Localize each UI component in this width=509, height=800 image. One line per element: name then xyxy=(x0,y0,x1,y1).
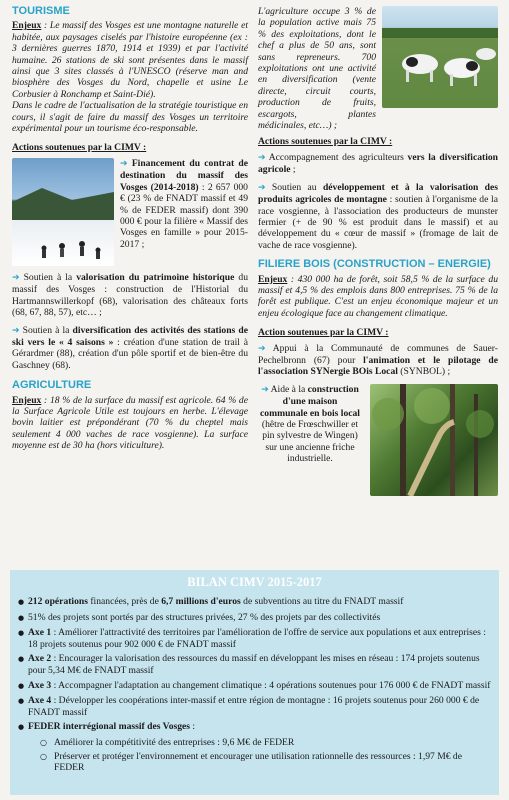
tourisme-action-3 xyxy=(12,325,248,372)
enjeux-label: Enjeux xyxy=(12,394,42,406)
bullet-icon: ● xyxy=(18,655,25,664)
agriculture-top-row xyxy=(258,6,498,131)
bilan-item-text xyxy=(28,695,493,718)
bilan-title: BILAN CIMV 2015-2017 xyxy=(187,575,322,589)
cows-illustration xyxy=(382,6,498,108)
bilan-item-bold: Axe 4 xyxy=(28,695,52,707)
bilan-item xyxy=(18,653,493,676)
action-2-pre: Soutien à la xyxy=(23,271,77,283)
ski-scene-illustration xyxy=(12,158,114,266)
bilan-item-bold: Axe 2 xyxy=(28,653,52,665)
arrow-right-icon: ➔ xyxy=(12,272,20,283)
action-1-bold: Financement du contrat de destination du massif des Vosges (2014-2018) xyxy=(120,157,248,193)
bilan-sublist xyxy=(10,737,499,774)
agriculture-actions-heading xyxy=(258,136,498,147)
action-2-text: : soutien à l'organisme de la race vosgienne, à l'association des producteurs de munster fermier (+ de 90 % est produit dans le massif) et au développement du « cœur de massif » (fromage de lait de vache de race vosgienne). xyxy=(258,194,498,251)
action-1-pre: Appui à la Communauté de communes de Sauer-Pechelbronn (67) pour xyxy=(258,342,498,366)
action-1-text: (SYNBOL) ; xyxy=(397,366,451,378)
bilan-item-bold: 212 opérations xyxy=(28,596,88,607)
bilan-item xyxy=(18,612,493,625)
bois-action-2-row xyxy=(258,384,498,496)
actions-label: Actions soutenues par la CIMV xyxy=(12,142,141,154)
tourisme-enjeux xyxy=(12,20,248,100)
enjeux-label: Enjeux xyxy=(12,20,42,32)
ski-photo xyxy=(12,158,114,266)
bois-action-1 xyxy=(258,343,498,378)
bilan-item-text-part: : Développer les coopérations inter-massif et entre région de montagne : 16 projets soutenus pour 260 000 € de FNADT massif xyxy=(28,695,480,718)
bilan-sub-item xyxy=(40,751,493,774)
tourisme-action-1 xyxy=(120,158,248,266)
action-2-text: (hêtre de Frœschwiller et pin sylvestre de Wingen) sur une ancienne friche industrielle. xyxy=(261,419,359,465)
right-column xyxy=(258,6,498,496)
enjeux-text: : 18 % de la surface du massif est agricole. 64 % de la Surface Agricole Utile est toujours en herbe. L'élevage bovin laitier est prépondérant (70 % du cheptel mais seulement 4 000 vaches de race vosgienne). La surface moyenne est de 30 ha (hors viticulture). xyxy=(12,394,248,452)
bullet-icon: ● xyxy=(18,613,25,622)
agriculture-text: L'agriculture occupe 3 % de la population active mais 75 % des exploitations, dont le chef a plus de 50 ans, sont sans repreneurs. 700 exploitations ont une activité en diversification (vente directe, circuit courts, production de fruits, escargots, plantes médicinales, etc…) ; xyxy=(258,6,376,132)
actions-colon: : xyxy=(382,327,389,339)
bilan-item xyxy=(18,721,493,734)
action-2-bold: valorisation du patrimoine historique xyxy=(76,271,235,283)
arrow-right-icon: ➔ xyxy=(258,182,266,193)
cows-photo xyxy=(382,6,498,108)
bilan-item-text xyxy=(28,612,380,625)
action-1-bold: l'animation et le pilotage de l'association SYNergie BOis Local xyxy=(258,354,498,378)
forest-photo xyxy=(370,384,498,496)
action-3-pre: Soutien à la xyxy=(22,324,73,336)
enjeux-text: : Le massif des Vosges est une montagne naturelle et habitée, aux paysages ciselés par l'histoire européenne (ex : 3 dernières guerres 1870, 1914 et 1939) et par l'activité humaine. 26 stations de ski sont présentes dans le massif ainsi que 3 sites classés à l'UNESCO (réserve man and biosphère des Vosges du Nord, chapelle et usine Le Corbusier à Ronchamp et Saint-Dié). xyxy=(12,20,248,100)
action-1-text: ; xyxy=(290,164,296,176)
tourisme-enjeux-2: Dans le cadre de l'actualisation de la stratégie touristique en cours, il s'agit de faire du massif des Vosges un territoire expérimental pour un tourisme éco-responsable. xyxy=(12,100,248,135)
arrow-right-icon: ➔ xyxy=(12,325,20,336)
agriculture-action-2 xyxy=(258,182,498,251)
tourisme-actions-heading xyxy=(12,142,248,153)
bilan-item-text xyxy=(28,596,403,609)
bilan-item-text-part: financées, près de xyxy=(87,596,162,607)
bilan-box xyxy=(10,570,499,795)
bilan-item xyxy=(18,596,493,609)
agriculture-enjeux xyxy=(12,395,248,452)
left-column xyxy=(12,6,248,452)
action-1-pre: Accompagnement des agriculteurs xyxy=(268,151,408,163)
bilan-item-bold: Axe 3 xyxy=(28,679,52,691)
bilan-list xyxy=(10,596,499,734)
bilan-sub-item-text: Améliorer la compétitivité des entreprises : 9,6 M€ de FEDER xyxy=(54,736,295,748)
bois-action-2 xyxy=(258,384,362,496)
actions-colon: : xyxy=(386,136,393,148)
actions-label: Action soutenues par la CIMV xyxy=(258,327,383,339)
tourisme-action-2 xyxy=(12,272,248,319)
action-3-text: : création d'une station de trail à Gérardmer (88), création d'un pôle sportif et de bien-être du Gaschney (68). xyxy=(12,336,248,371)
bilan-sub-item-text: Préserver et protéger l'environnement et encourager une utilisation rationnelle des ressources : 1,97 M€ de FEDER xyxy=(54,750,462,774)
arrow-right-icon: ➔ xyxy=(261,384,269,395)
bilan-item-text xyxy=(28,680,491,693)
bullet-icon: ● xyxy=(18,598,25,606)
bilan-item-text xyxy=(28,653,493,676)
tourisme-action-1-row xyxy=(12,158,248,266)
bullet-icon: ● xyxy=(18,723,25,732)
bilan-item-text xyxy=(28,721,195,734)
bullet-icon: ● xyxy=(18,681,25,690)
bilan-item xyxy=(18,627,493,650)
agriculture-action-1 xyxy=(258,152,498,176)
circle-bullet-icon: ○ xyxy=(40,737,47,747)
enjeux-label: Enjeux xyxy=(258,273,288,285)
actions-label: Actions soutenues par la CIMV xyxy=(258,136,387,148)
action-2-pre: Aide à la xyxy=(270,383,308,395)
bois-actions-heading xyxy=(258,327,498,338)
bullet-icon: ● xyxy=(18,629,25,638)
tourisme-heading: TOURISME xyxy=(12,5,70,17)
arrow-right-icon: ➔ xyxy=(258,343,266,354)
action-2-bold: développement et à la valorisation des produits agricoles de montagne xyxy=(258,181,498,206)
bullet-icon: ● xyxy=(18,697,25,706)
action-2-pre: Soutien au xyxy=(271,181,323,193)
bilan-item-bold-2: 6,7 millions d'euros xyxy=(161,596,241,607)
bilan-item-text-part: : Encourager la valorisation des ressources du massif en développant les mises en réseau : 174 projets soutenus pour 5,34 M€ de FNADT massif xyxy=(28,653,480,676)
action-3-bold: diversification des activités des stations de ski vers le « 4 saisons » xyxy=(12,324,248,348)
arrow-right-icon: ➔ xyxy=(120,158,128,169)
bilan-item-bold: Axe 1 xyxy=(28,627,52,639)
bilan-item-text-part: : Améliorer l'attractivité des territoires par l'amélioration de l'offre de service aux populations et aux entreprises : 18 projets soutenus pour 902 000 € de FNADT massif xyxy=(28,627,486,650)
bois-heading: FILIERE BOIS (CONSTRUCTION – ENERGIE) xyxy=(258,258,491,271)
bilan-item xyxy=(18,680,493,693)
bilan-item-text-part: 51% des projets sont portés par des structures privées, 27 % des projets par des collectivités xyxy=(28,611,381,623)
bilan-item-bold: FEDER interrégional massif des Vosges xyxy=(28,721,191,733)
bilan-item-text-part-2: de subventions au titre du FNADT massif xyxy=(240,596,404,607)
action-2-bold: construction d'une maison communale en bois local xyxy=(260,383,360,419)
forest-illustration xyxy=(370,384,498,496)
enjeux-text: : 430 000 ha de forêt, soit 58,5 % de la surface du massif et 4,5 % des emplois dans 800 entreprises. 75 % de la forêt est publique. C'est un enjeu économique majeur et un enjeu écologique face au changement climatique. xyxy=(258,273,498,319)
bois-enjeux xyxy=(258,274,498,320)
bilan-sub-item xyxy=(40,737,493,749)
actions-colon: : xyxy=(140,142,147,154)
bilan-item xyxy=(18,695,493,718)
action-1-bold: vers la diversification agricole xyxy=(258,151,499,176)
action-2-text: du massif des Vosges : construction de l'Historial du Hartmannswillerkopf (68), valorisation des châteaux forts (68, 67, 88, 57), etc… ; xyxy=(12,271,249,319)
circle-bullet-icon: ○ xyxy=(40,751,47,761)
bilan-item-text-part: : Accompagner l'adaptation au changement climatique : 4 opérations soutenues pour 176 000 € de FNADT massif xyxy=(51,679,491,691)
agriculture-heading: AGRICULTURE xyxy=(12,379,92,392)
arrow-right-icon: ➔ xyxy=(258,152,266,163)
bilan-item-text-part: : xyxy=(190,721,196,733)
action-1-text: : 2 657 000 € (23 % de FNADT massif et 49 % de FEDER massif) dont 390 000 € pour la filière « Massif des Vosges en famille » pour 2015-2017 ; xyxy=(120,181,248,250)
bilan-item-text xyxy=(28,627,493,650)
